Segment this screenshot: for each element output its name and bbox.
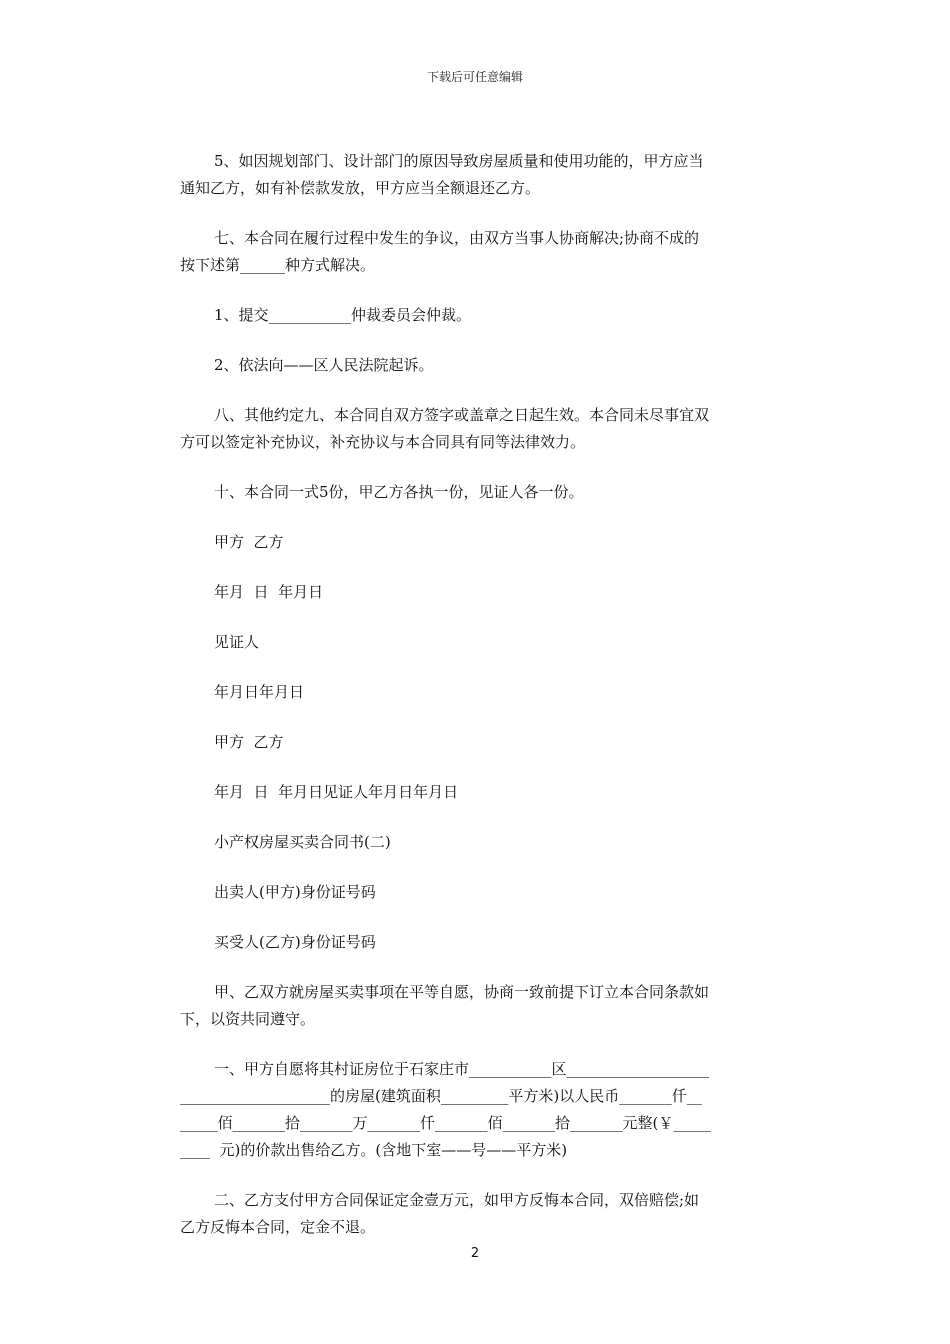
paragraph xyxy=(180,302,772,329)
paragraph-gap xyxy=(180,1164,772,1187)
paragraph-gap xyxy=(180,279,772,302)
paragraph-line: 通知乙方，如有补偿款发放，甲方应当全额退还乙方。 xyxy=(180,179,541,197)
paragraph-line: 小产权房屋买卖合同书(二) xyxy=(214,833,391,851)
paragraph-gap xyxy=(180,656,772,679)
paragraph-gap xyxy=(180,202,772,225)
paragraph-gap xyxy=(180,329,772,352)
paragraph-gap xyxy=(180,906,772,929)
paragraph-line: 二、乙方支付甲方合同保证定金壹万元，如甲方反悔本合同，双倍赔偿;如 xyxy=(214,1191,700,1209)
paragraph-line: _____佰_______拾_______万_______仟_______佰_______拾_______元整(￥_____ xyxy=(180,1114,711,1132)
paragraph xyxy=(180,479,772,506)
paragraph-gap xyxy=(180,606,772,629)
paragraph-line: 十、本合同一式5份，甲乙方各执一份，见证人各一份。 xyxy=(214,483,584,501)
paragraph xyxy=(180,1056,772,1164)
paragraph-gap xyxy=(180,506,772,529)
page-number: 2 xyxy=(470,1246,480,1261)
paragraph xyxy=(180,979,772,1033)
paragraph-line: 甲方 乙方 xyxy=(214,733,284,751)
page-header: 下载后可任意编辑 xyxy=(426,70,523,84)
paragraph-line: 按下述第______种方式解决。 xyxy=(180,256,376,274)
paragraph-line: 方可以签定补充协议，补充协议与本合同具有同等法律效力。 xyxy=(180,433,586,451)
paragraph xyxy=(180,1187,772,1241)
paragraph-line: 甲、乙双方就房屋买卖事项在平等自愿，协商一致前提下订立本合同条款如 xyxy=(214,983,710,1001)
paragraph-line: 年月日年月日 xyxy=(214,683,305,701)
paragraph-line: 年月 日 年月日见证人年月日年月日 xyxy=(214,783,459,801)
paragraph-line: 下，以资共同遵守。 xyxy=(180,1010,316,1028)
paragraph-line: 一、甲方自愿将其村证房位于石家庄市___________区___________________ xyxy=(214,1060,710,1078)
paragraph-line: 七、本合同在履行过程中发生的争议，由双方当事人协商解决;协商不成的 xyxy=(214,229,700,247)
paragraph xyxy=(180,402,772,456)
paragraph-gap xyxy=(180,379,772,402)
paragraph xyxy=(180,679,772,706)
paragraph-line: 2、依法向——区人民法院起诉。 xyxy=(214,356,434,374)
paragraph-line: 见证人 xyxy=(214,633,260,651)
paragraph-line: ____ 元)的价款出售给乙方。(含地下室——号——平方米) xyxy=(180,1141,568,1159)
paragraph-line: 年月 日 年月日 xyxy=(214,583,324,601)
paragraph-gap xyxy=(180,956,772,979)
paragraph-gap xyxy=(180,1033,772,1056)
paragraph xyxy=(180,879,772,906)
paragraph-line: 出卖人(甲方)身份证号码 xyxy=(214,883,376,901)
paragraph xyxy=(180,929,772,956)
paragraph-gap xyxy=(180,706,772,729)
paragraph-line: 5、如因规划部门、设计部门的原因导致房屋质量和使用功能的，甲方应当 xyxy=(214,152,704,170)
paragraph-gap xyxy=(180,456,772,479)
paragraph-line: ____________________的房屋(建筑面积_________平方米)以人民币_______仟__ xyxy=(180,1087,702,1105)
paragraph-line: 买受人(乙方)身份证号码 xyxy=(214,933,376,951)
paragraph-gap xyxy=(180,856,772,879)
paragraph xyxy=(180,829,772,856)
paragraph xyxy=(180,779,772,806)
document-body xyxy=(180,148,772,1241)
paragraph xyxy=(180,629,772,656)
paragraph-line: 甲方 乙方 xyxy=(214,533,284,551)
paragraph-line: 乙方反悔本合同，定金不退。 xyxy=(180,1218,376,1236)
paragraph-gap xyxy=(180,556,772,579)
paragraph xyxy=(180,225,772,279)
paragraph-gap xyxy=(180,756,772,779)
paragraph-gap xyxy=(180,806,772,829)
paragraph xyxy=(180,148,772,202)
paragraph xyxy=(180,579,772,606)
paragraph xyxy=(180,729,772,756)
paragraph-line: 八、其他约定九、本合同自双方签字或盖章之日起生效。本合同未尽事宜双 xyxy=(214,406,710,424)
paragraph xyxy=(180,529,772,556)
paragraph xyxy=(180,352,772,379)
paragraph-line: 1、提交___________仲裁委员会仲裁。 xyxy=(214,306,472,324)
